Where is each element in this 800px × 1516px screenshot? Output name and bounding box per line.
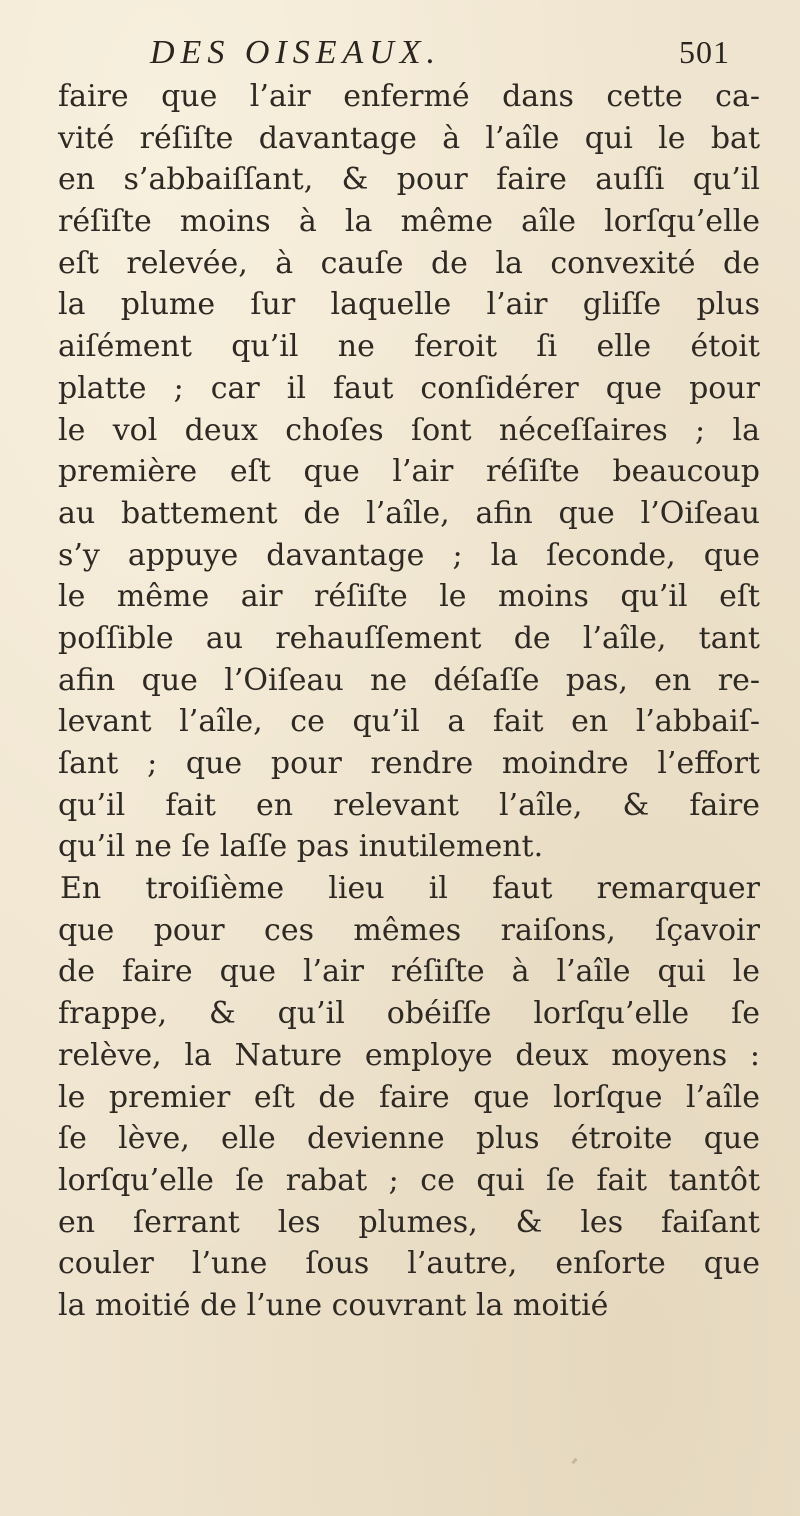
text-line: En troiſième lieu il faut remarquer xyxy=(60,871,760,907)
body-text xyxy=(58,76,760,1327)
text-line: frappe, & qu’il obéiſſe lorſqu’elle ſe xyxy=(58,996,760,1032)
text-line: qu’il ne ſe laſſe pas inutilement. xyxy=(58,829,544,865)
text-line: ſe lève, elle devienne plus étroite que xyxy=(58,1121,760,1157)
text-line: la moitié de l’une couvrant la moitié xyxy=(58,1287,609,1323)
text-line: en s’abbaiſſant, & pour faire auſſi qu’il xyxy=(58,162,760,198)
text-line: poſſible au rehauſſement de l’aîle, tant xyxy=(58,620,760,656)
text-line: couler l’une ſous l’autre, enſorte que xyxy=(58,1246,760,1282)
text-line: afin que l’Oiſeau ne déſaſſe pas, en re- xyxy=(58,662,760,698)
text-line: de faire que l’air réſiſte à l’aîle qui le xyxy=(58,954,760,990)
text-line: première eſt que l’air réſiſte beaucoup xyxy=(58,454,760,490)
text-line: vité réſiſte davantage à l’aîle qui le bat xyxy=(58,120,760,156)
text-line: qu’il fait en relevant l’aîle, & faire xyxy=(58,787,760,823)
text-line: relève, la Nature employe deux moyens : xyxy=(58,1037,760,1073)
text-line: ſant ; que pour rendre moindre l’effort xyxy=(58,746,760,781)
text-line: faire que l’air enfermé dans cette ca- xyxy=(58,79,760,114)
paper-speck xyxy=(571,1458,577,1465)
text-line: le même air réſiſte le moins qu’il eſt xyxy=(58,579,760,615)
text-line: levant l’aîle, ce qu’il a fait en l’abbaiſ- xyxy=(58,704,760,740)
paragraph-1 xyxy=(58,76,760,868)
text-line: en ſerrant les plumes, & les faiſant xyxy=(58,1204,760,1240)
text-line: lorſqu’elle ſe rabat ; ce qui ſe fait tantôt xyxy=(58,1162,760,1198)
text-line: que pour ces mêmes raiſons, ſçavoir xyxy=(58,912,760,948)
page-number: 501 xyxy=(679,34,730,70)
text-line: aiſément qu’il ne feroit ſi elle étoit xyxy=(58,329,760,365)
text-line: s’y appuye davantage ; la ſeconde, que xyxy=(58,537,760,573)
text-line: platte ; car il faut conſidérer que pour xyxy=(58,370,760,406)
text-line: le premier eſt de faire que lorſque l’aîle xyxy=(58,1079,760,1115)
running-title: DES OISEAUX. xyxy=(150,34,442,71)
text-line: le vol deux choſes ſont néceſſaires ; la xyxy=(58,412,760,448)
text-line: la plume ſur laquelle l’air gliſſe plus xyxy=(58,287,760,323)
running-head xyxy=(150,34,730,82)
text-line: au battement de l’aîle, afin que l’Oiſeau xyxy=(58,495,760,531)
text-line: réſiſte moins à la même aîle lorſqu’elle xyxy=(58,204,760,240)
paragraph-2 xyxy=(58,868,760,1327)
text-line: eſt relevée, à cauſe de la convexité de xyxy=(58,245,760,281)
